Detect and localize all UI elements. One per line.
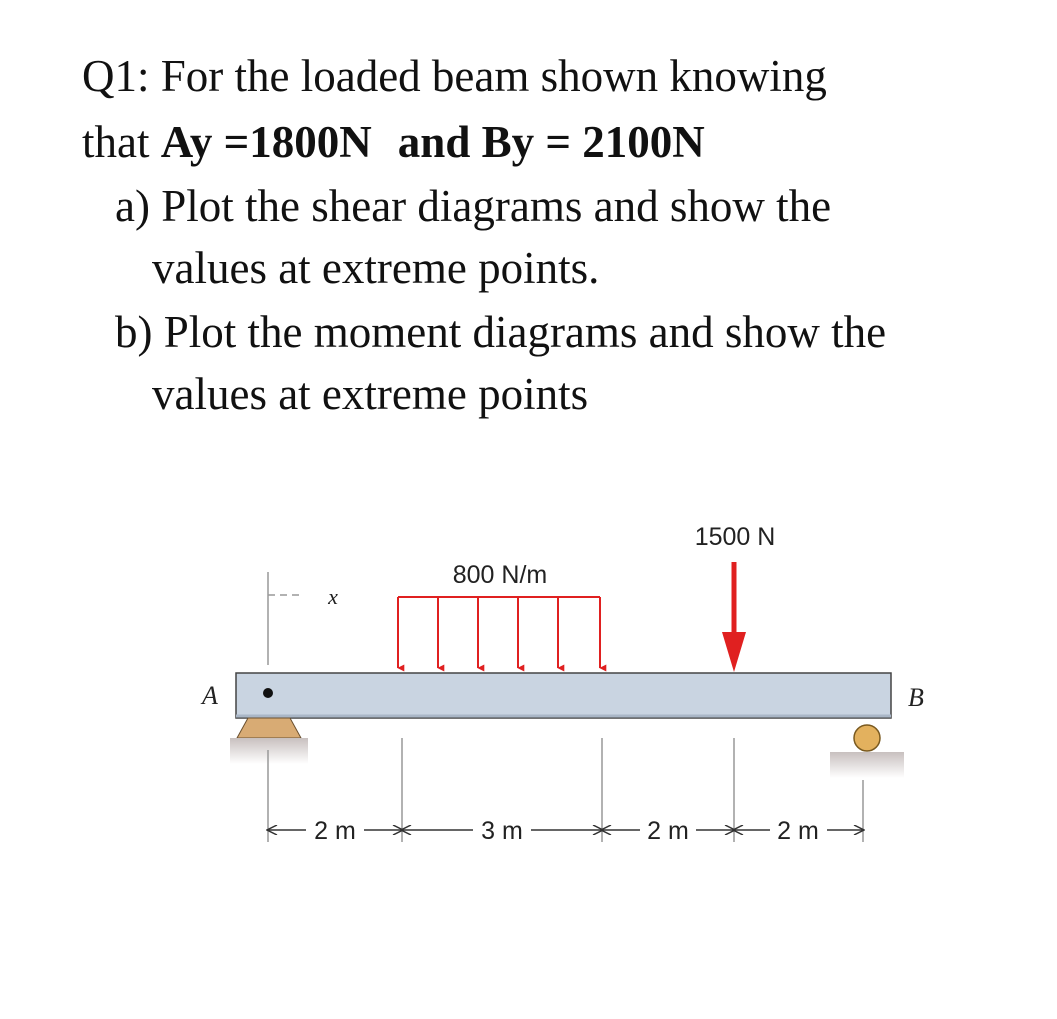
ground-a [230, 738, 308, 764]
pin-support-a [230, 718, 308, 764]
ground-b [830, 752, 904, 778]
dimension-label: 3 m [481, 817, 523, 845]
part-b-text: b) Plot the moment diagrams and show the [115, 307, 887, 357]
part-a-text: a) Plot the shear diagrams and show the [115, 181, 832, 231]
x-label: x [328, 584, 338, 609]
point-load [695, 523, 776, 672]
dimension-label: 2 m [647, 817, 689, 845]
ay-value: Ay =1800N [160, 117, 372, 167]
roller-b [854, 725, 880, 751]
pin-a-dot [263, 688, 273, 698]
question-text [0, 0, 1057, 440]
point-load-label: 1500 N [694, 523, 776, 551]
label-b: B [908, 683, 924, 712]
dimension-lines [268, 817, 863, 845]
x-coordinate-indicator [268, 572, 338, 665]
dimension-label: 2 m [777, 817, 819, 845]
line2-prefix: that [82, 117, 150, 167]
beam [236, 673, 891, 718]
extension-lines [268, 738, 863, 842]
label-a: A [202, 681, 218, 710]
question-line-1: Q1: For the loaded beam shown knowing [82, 51, 827, 101]
part-b-continuation: values at extreme points [152, 369, 589, 419]
point-load-arrow-head [722, 632, 746, 672]
dimension-label: 2 m [314, 817, 356, 845]
question-line-2 [82, 114, 705, 170]
roller-support-b [830, 725, 904, 778]
by-value: and By = 2100N [397, 117, 705, 167]
distributed-load-label: 800 N/m [452, 561, 548, 589]
distributed-load [398, 561, 600, 668]
beam-figure [0, 500, 1057, 870]
part-a-continuation: values at extreme points. [152, 243, 600, 293]
